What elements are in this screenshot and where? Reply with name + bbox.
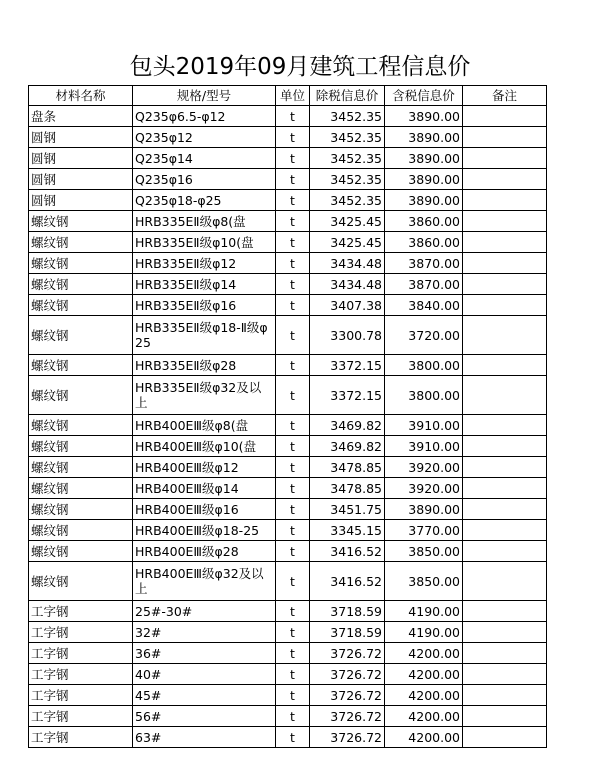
with-tax-price-cell: 3770.00	[385, 520, 463, 541]
pre-tax-price-cell: 3478.85	[310, 457, 385, 478]
material-name-cell: 螺纹钢	[29, 211, 133, 232]
spec-cell: HRB400EⅢ级φ32及以上	[133, 562, 276, 601]
spec-cell: HRB400EⅢ级φ10(盘	[133, 436, 276, 457]
with-tax-price-cell: 3890.00	[385, 127, 463, 148]
note-cell	[463, 211, 547, 232]
pre-tax-price-cell: 3434.48	[310, 274, 385, 295]
table-row	[29, 622, 547, 643]
header-pre-tax-price: 除税信息价	[310, 86, 385, 106]
unit-cell: t	[276, 478, 310, 499]
note-cell	[463, 499, 547, 520]
note-cell	[463, 355, 547, 376]
unit-cell: t	[276, 253, 310, 274]
note-cell	[463, 457, 547, 478]
material-name-cell: 工字钢	[29, 622, 133, 643]
note-cell	[463, 478, 547, 499]
pre-tax-price-cell: 3718.59	[310, 622, 385, 643]
pre-tax-price-cell: 3726.72	[310, 727, 385, 748]
material-name-cell: 工字钢	[29, 664, 133, 685]
unit-cell: t	[276, 415, 310, 436]
unit-cell: t	[276, 727, 310, 748]
note-cell	[463, 106, 547, 127]
note-cell	[463, 541, 547, 562]
spec-cell: HRB335EⅡ级φ10(盘	[133, 232, 276, 253]
table-row	[29, 316, 547, 355]
table-row	[29, 148, 547, 169]
material-name-cell: 工字钢	[29, 601, 133, 622]
pre-tax-price-cell: 3407.38	[310, 295, 385, 316]
unit-cell: t	[276, 316, 310, 355]
spec-cell: HRB400EⅢ级φ8(盘	[133, 415, 276, 436]
unit-cell: t	[276, 106, 310, 127]
spec-cell: HRB400EⅢ级φ14	[133, 478, 276, 499]
header-material-name: 材料名称	[29, 86, 133, 106]
note-cell	[463, 664, 547, 685]
material-name-cell: 螺纹钢	[29, 562, 133, 601]
table-row	[29, 274, 547, 295]
table-row	[29, 127, 547, 148]
note-cell	[463, 601, 547, 622]
pre-tax-price-cell: 3425.45	[310, 211, 385, 232]
table-row	[29, 415, 547, 436]
spec-cell: HRB335EⅡ级φ32及以上	[133, 376, 276, 415]
with-tax-price-cell: 3890.00	[385, 169, 463, 190]
table-body	[29, 106, 547, 748]
table-row	[29, 685, 547, 706]
with-tax-price-cell: 4190.00	[385, 622, 463, 643]
with-tax-price-cell: 3890.00	[385, 190, 463, 211]
note-cell	[463, 169, 547, 190]
note-cell	[463, 643, 547, 664]
material-name-cell: 圆钢	[29, 190, 133, 211]
table-row	[29, 169, 547, 190]
pre-tax-price-cell: 3416.52	[310, 562, 385, 601]
spec-cell: HRB335EⅡ级φ28	[133, 355, 276, 376]
note-cell	[463, 562, 547, 601]
price-table	[28, 85, 547, 748]
unit-cell: t	[276, 211, 310, 232]
table-row	[29, 253, 547, 274]
unit-cell: t	[276, 622, 310, 643]
table-row	[29, 190, 547, 211]
spec-cell: 63#	[133, 727, 276, 748]
spec-cell: 32#	[133, 622, 276, 643]
with-tax-price-cell: 4200.00	[385, 664, 463, 685]
material-name-cell: 工字钢	[29, 706, 133, 727]
spec-cell: HRB335EⅡ级φ12	[133, 253, 276, 274]
material-name-cell: 圆钢	[29, 169, 133, 190]
with-tax-price-cell: 4200.00	[385, 685, 463, 706]
pre-tax-price-cell: 3416.52	[310, 541, 385, 562]
spec-cell: Q235φ14	[133, 148, 276, 169]
with-tax-price-cell: 3850.00	[385, 541, 463, 562]
table-row	[29, 211, 547, 232]
pre-tax-price-cell: 3452.35	[310, 148, 385, 169]
with-tax-price-cell: 4200.00	[385, 727, 463, 748]
unit-cell: t	[276, 436, 310, 457]
material-name-cell: 圆钢	[29, 148, 133, 169]
note-cell	[463, 622, 547, 643]
with-tax-price-cell: 3720.00	[385, 316, 463, 355]
table-row	[29, 601, 547, 622]
note-cell	[463, 253, 547, 274]
material-name-cell: 螺纹钢	[29, 478, 133, 499]
spec-cell: Q235φ18-φ25	[133, 190, 276, 211]
note-cell	[463, 685, 547, 706]
pre-tax-price-cell: 3372.15	[310, 376, 385, 415]
material-name-cell: 螺纹钢	[29, 253, 133, 274]
header-with-tax-price: 含税信息价	[385, 86, 463, 106]
spec-cell: HRB335EⅡ级φ18-Ⅱ级φ25	[133, 316, 276, 355]
material-name-cell: 圆钢	[29, 127, 133, 148]
with-tax-price-cell: 3850.00	[385, 562, 463, 601]
unit-cell: t	[276, 520, 310, 541]
spec-cell: HRB400EⅢ级φ28	[133, 541, 276, 562]
with-tax-price-cell: 3890.00	[385, 106, 463, 127]
with-tax-price-cell: 3860.00	[385, 232, 463, 253]
header-unit: 单位	[276, 86, 310, 106]
spec-cell: HRB400EⅢ级φ16	[133, 499, 276, 520]
unit-cell: t	[276, 232, 310, 253]
with-tax-price-cell: 4190.00	[385, 601, 463, 622]
unit-cell: t	[276, 190, 310, 211]
material-name-cell: 螺纹钢	[29, 457, 133, 478]
with-tax-price-cell: 4200.00	[385, 643, 463, 664]
note-cell	[463, 316, 547, 355]
with-tax-price-cell: 3920.00	[385, 457, 463, 478]
pre-tax-price-cell: 3434.48	[310, 253, 385, 274]
unit-cell: t	[276, 295, 310, 316]
table-row	[29, 520, 547, 541]
pre-tax-price-cell: 3469.82	[310, 415, 385, 436]
material-name-cell: 螺纹钢	[29, 415, 133, 436]
material-name-cell: 螺纹钢	[29, 232, 133, 253]
table-row	[29, 664, 547, 685]
table-row	[29, 295, 547, 316]
material-name-cell: 螺纹钢	[29, 355, 133, 376]
header-row	[29, 86, 547, 106]
note-cell	[463, 415, 547, 436]
page-title: 包头2019年09月建筑工程信息价	[129, 54, 471, 80]
unit-cell: t	[276, 355, 310, 376]
note-cell	[463, 436, 547, 457]
pre-tax-price-cell: 3718.59	[310, 601, 385, 622]
pre-tax-price-cell: 3452.35	[310, 190, 385, 211]
spec-cell: 25#-30#	[133, 601, 276, 622]
pre-tax-price-cell: 3478.85	[310, 478, 385, 499]
note-cell	[463, 376, 547, 415]
pre-tax-price-cell: 3726.72	[310, 685, 385, 706]
unit-cell: t	[276, 376, 310, 415]
material-name-cell: 工字钢	[29, 727, 133, 748]
pre-tax-price-cell: 3300.78	[310, 316, 385, 355]
spec-cell: HRB400EⅢ级φ12	[133, 457, 276, 478]
unit-cell: t	[276, 643, 310, 664]
unit-cell: t	[276, 541, 310, 562]
spec-cell: HRB400EⅢ级φ18-25	[133, 520, 276, 541]
table-row	[29, 541, 547, 562]
material-name-cell: 螺纹钢	[29, 520, 133, 541]
table-row	[29, 727, 547, 748]
pre-tax-price-cell: 3452.35	[310, 169, 385, 190]
note-cell	[463, 295, 547, 316]
note-cell	[463, 727, 547, 748]
note-cell	[463, 706, 547, 727]
material-name-cell: 螺纹钢	[29, 316, 133, 355]
unit-cell: t	[276, 274, 310, 295]
table-row	[29, 706, 547, 727]
spec-cell: 45#	[133, 685, 276, 706]
with-tax-price-cell: 3910.00	[385, 436, 463, 457]
header-spec: 规格/型号	[133, 86, 276, 106]
material-name-cell: 盘条	[29, 106, 133, 127]
unit-cell: t	[276, 169, 310, 190]
table-row	[29, 457, 547, 478]
pre-tax-price-cell: 3372.15	[310, 355, 385, 376]
with-tax-price-cell: 3920.00	[385, 478, 463, 499]
spec-cell: HRB335EⅡ级φ14	[133, 274, 276, 295]
with-tax-price-cell: 3890.00	[385, 148, 463, 169]
material-name-cell: 螺纹钢	[29, 499, 133, 520]
material-name-cell: 螺纹钢	[29, 274, 133, 295]
unit-cell: t	[276, 706, 310, 727]
spec-cell: Q235φ12	[133, 127, 276, 148]
spec-cell: Q235φ6.5-φ12	[133, 106, 276, 127]
table-row	[29, 499, 547, 520]
pre-tax-price-cell: 3451.75	[310, 499, 385, 520]
with-tax-price-cell: 3800.00	[385, 355, 463, 376]
note-cell	[463, 232, 547, 253]
table-row	[29, 106, 547, 127]
spec-cell: 36#	[133, 643, 276, 664]
pre-tax-price-cell: 3469.82	[310, 436, 385, 457]
table-row	[29, 643, 547, 664]
pre-tax-price-cell: 3726.72	[310, 643, 385, 664]
unit-cell: t	[276, 457, 310, 478]
note-cell	[463, 127, 547, 148]
table-row	[29, 562, 547, 601]
table-row	[29, 376, 547, 415]
unit-cell: t	[276, 562, 310, 601]
with-tax-price-cell: 3910.00	[385, 415, 463, 436]
note-cell	[463, 520, 547, 541]
pre-tax-price-cell: 3726.72	[310, 664, 385, 685]
unit-cell: t	[276, 127, 310, 148]
material-name-cell: 螺纹钢	[29, 295, 133, 316]
table-row	[29, 232, 547, 253]
header-note: 备注	[463, 86, 547, 106]
unit-cell: t	[276, 664, 310, 685]
material-name-cell: 螺纹钢	[29, 436, 133, 457]
note-cell	[463, 190, 547, 211]
unit-cell: t	[276, 601, 310, 622]
note-cell	[463, 148, 547, 169]
pre-tax-price-cell: 3345.15	[310, 520, 385, 541]
table-row	[29, 355, 547, 376]
spec-cell: Q235φ16	[133, 169, 276, 190]
table-row	[29, 436, 547, 457]
with-tax-price-cell: 3870.00	[385, 253, 463, 274]
spec-cell: 56#	[133, 706, 276, 727]
with-tax-price-cell: 3800.00	[385, 376, 463, 415]
pre-tax-price-cell: 3726.72	[310, 706, 385, 727]
table-row	[29, 478, 547, 499]
pre-tax-price-cell: 3452.35	[310, 127, 385, 148]
with-tax-price-cell: 3860.00	[385, 211, 463, 232]
spec-cell: 40#	[133, 664, 276, 685]
material-name-cell: 工字钢	[29, 685, 133, 706]
with-tax-price-cell: 3840.00	[385, 295, 463, 316]
with-tax-price-cell: 3870.00	[385, 274, 463, 295]
with-tax-price-cell: 3890.00	[385, 499, 463, 520]
spec-cell: HRB335EⅡ级φ16	[133, 295, 276, 316]
material-name-cell: 工字钢	[29, 643, 133, 664]
pre-tax-price-cell: 3425.45	[310, 232, 385, 253]
material-name-cell: 螺纹钢	[29, 376, 133, 415]
material-name-cell: 螺纹钢	[29, 541, 133, 562]
unit-cell: t	[276, 148, 310, 169]
pre-tax-price-cell: 3452.35	[310, 106, 385, 127]
spec-cell: HRB335EⅡ级φ8(盘	[133, 211, 276, 232]
unit-cell: t	[276, 499, 310, 520]
with-tax-price-cell: 4200.00	[385, 706, 463, 727]
unit-cell: t	[276, 685, 310, 706]
note-cell	[463, 274, 547, 295]
